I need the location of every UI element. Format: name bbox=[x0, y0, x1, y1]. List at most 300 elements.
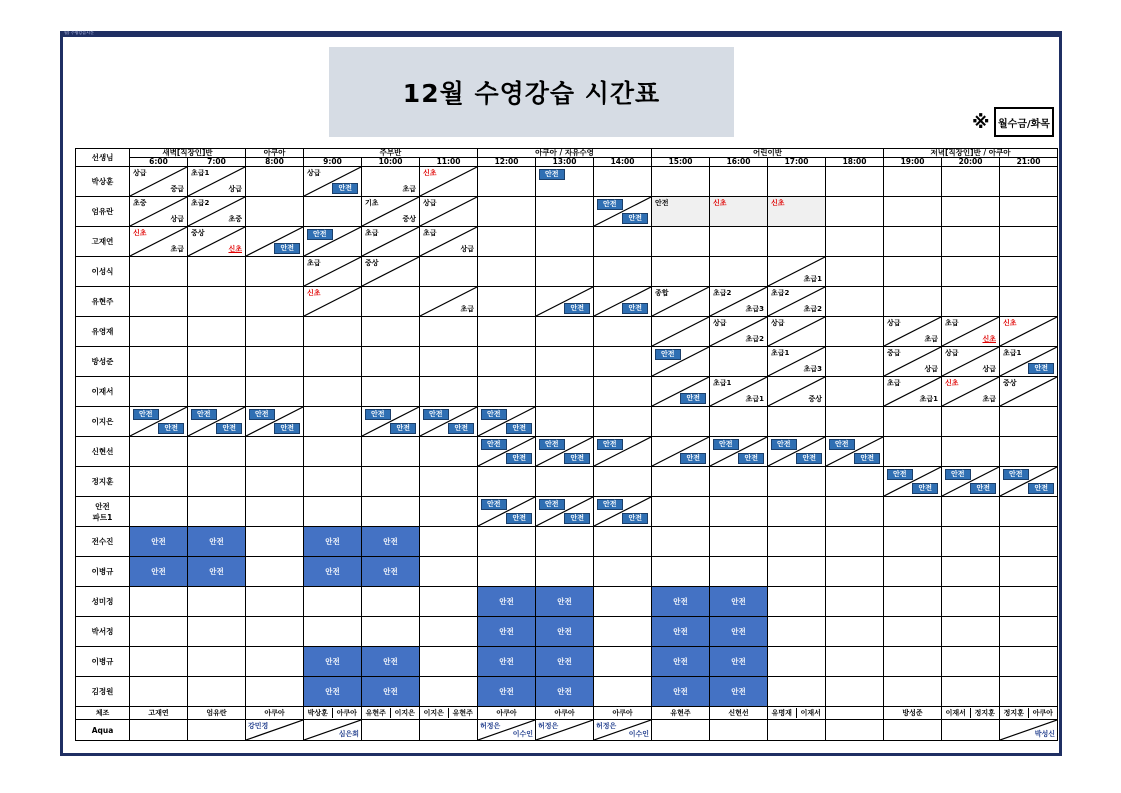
gym-cell[interactable] bbox=[826, 707, 884, 720]
schedule-cell[interactable] bbox=[130, 437, 188, 467]
schedule-cell[interactable] bbox=[304, 287, 362, 317]
schedule-cell[interactable] bbox=[362, 587, 420, 617]
schedule-cell[interactable] bbox=[246, 377, 304, 407]
gym-cell[interactable]: 아쿠아 bbox=[536, 707, 594, 720]
gym-cell[interactable]: 아쿠아 bbox=[594, 707, 652, 720]
aqua-cell[interactable] bbox=[246, 720, 304, 741]
schedule-cell[interactable] bbox=[478, 197, 536, 227]
schedule-cell[interactable] bbox=[362, 377, 420, 407]
schedule-cell[interactable] bbox=[420, 557, 478, 587]
schedule-cell[interactable] bbox=[652, 197, 710, 227]
schedule-cell[interactable] bbox=[826, 587, 884, 617]
gym-cell[interactable]: 신현선 bbox=[710, 707, 768, 720]
schedule-cell[interactable] bbox=[420, 257, 478, 287]
schedule-cell[interactable] bbox=[594, 287, 652, 317]
schedule-cell[interactable] bbox=[536, 287, 594, 317]
schedule-cell[interactable] bbox=[652, 587, 710, 617]
gym-cell[interactable]: 아쿠아 bbox=[246, 707, 304, 720]
schedule-cell[interactable] bbox=[188, 407, 246, 437]
schedule-cell[interactable] bbox=[942, 347, 1000, 377]
schedule-cell[interactable] bbox=[652, 317, 710, 347]
schedule-cell[interactable] bbox=[304, 197, 362, 227]
schedule-cell[interactable] bbox=[304, 227, 362, 257]
schedule-cell[interactable] bbox=[1000, 437, 1058, 467]
schedule-cell[interactable] bbox=[942, 407, 1000, 437]
schedule-cell[interactable] bbox=[884, 227, 942, 257]
schedule-cell[interactable] bbox=[826, 647, 884, 677]
schedule-cell[interactable] bbox=[420, 647, 478, 677]
schedule-cell[interactable] bbox=[536, 617, 594, 647]
schedule-cell[interactable] bbox=[826, 437, 884, 467]
schedule-cell[interactable] bbox=[594, 527, 652, 557]
schedule-cell[interactable] bbox=[362, 167, 420, 197]
schedule-cell[interactable] bbox=[130, 287, 188, 317]
schedule-cell[interactable] bbox=[188, 557, 246, 587]
schedule-cell[interactable] bbox=[826, 557, 884, 587]
schedule-cell[interactable] bbox=[884, 467, 942, 497]
schedule-cell[interactable] bbox=[188, 167, 246, 197]
gym-cell[interactable]: 방성준 bbox=[884, 707, 942, 720]
schedule-cell[interactable] bbox=[768, 677, 826, 707]
schedule-cell[interactable] bbox=[304, 347, 362, 377]
gym-cell[interactable] bbox=[304, 707, 362, 720]
aqua-cell[interactable] bbox=[942, 720, 1000, 741]
schedule-cell[interactable] bbox=[884, 377, 942, 407]
gym-cell[interactable] bbox=[942, 707, 1000, 720]
schedule-cell[interactable] bbox=[130, 467, 188, 497]
schedule-cell[interactable] bbox=[884, 587, 942, 617]
schedule-cell[interactable] bbox=[826, 167, 884, 197]
schedule-cell[interactable] bbox=[594, 557, 652, 587]
schedule-cell[interactable] bbox=[1000, 347, 1058, 377]
schedule-cell[interactable] bbox=[536, 167, 594, 197]
schedule-cell[interactable] bbox=[304, 497, 362, 527]
schedule-cell[interactable] bbox=[710, 617, 768, 647]
schedule-cell[interactable] bbox=[942, 677, 1000, 707]
schedule-cell[interactable] bbox=[304, 527, 362, 557]
schedule-cell[interactable] bbox=[478, 497, 536, 527]
schedule-cell[interactable] bbox=[478, 227, 536, 257]
schedule-cell[interactable] bbox=[826, 197, 884, 227]
schedule-cell[interactable] bbox=[246, 647, 304, 677]
schedule-cell[interactable] bbox=[1000, 167, 1058, 197]
schedule-cell[interactable] bbox=[652, 647, 710, 677]
schedule-cell[interactable] bbox=[536, 347, 594, 377]
schedule-cell[interactable] bbox=[246, 527, 304, 557]
schedule-cell[interactable] bbox=[826, 497, 884, 527]
schedule-cell[interactable] bbox=[768, 197, 826, 227]
schedule-cell[interactable] bbox=[942, 257, 1000, 287]
aqua-cell[interactable] bbox=[768, 720, 826, 741]
schedule-cell[interactable] bbox=[246, 617, 304, 647]
schedule-cell[interactable] bbox=[478, 377, 536, 407]
schedule-cell[interactable] bbox=[130, 527, 188, 557]
schedule-cell[interactable] bbox=[884, 437, 942, 467]
schedule-cell[interactable] bbox=[710, 377, 768, 407]
schedule-cell[interactable] bbox=[420, 347, 478, 377]
schedule-cell[interactable] bbox=[304, 437, 362, 467]
schedule-cell[interactable] bbox=[710, 227, 768, 257]
schedule-cell[interactable] bbox=[478, 347, 536, 377]
gym-cell[interactable] bbox=[420, 707, 478, 720]
schedule-cell[interactable] bbox=[536, 587, 594, 617]
schedule-cell[interactable] bbox=[594, 257, 652, 287]
schedule-cell[interactable] bbox=[1000, 677, 1058, 707]
schedule-cell[interactable] bbox=[130, 257, 188, 287]
schedule-cell[interactable] bbox=[768, 557, 826, 587]
schedule-cell[interactable] bbox=[188, 257, 246, 287]
schedule-cell[interactable] bbox=[536, 467, 594, 497]
schedule-cell[interactable] bbox=[826, 287, 884, 317]
schedule-cell[interactable] bbox=[362, 557, 420, 587]
schedule-cell[interactable] bbox=[304, 377, 362, 407]
schedule-cell[interactable] bbox=[130, 167, 188, 197]
schedule-cell[interactable] bbox=[768, 287, 826, 317]
gym-cell[interactable]: 고재연 bbox=[130, 707, 188, 720]
schedule-cell[interactable] bbox=[536, 227, 594, 257]
schedule-cell[interactable] bbox=[246, 587, 304, 617]
schedule-cell[interactable] bbox=[652, 527, 710, 557]
schedule-cell[interactable] bbox=[942, 647, 1000, 677]
aqua-cell[interactable] bbox=[304, 720, 362, 741]
aqua-cell[interactable] bbox=[478, 720, 536, 741]
schedule-cell[interactable] bbox=[884, 167, 942, 197]
schedule-cell[interactable] bbox=[652, 677, 710, 707]
schedule-cell[interactable] bbox=[478, 557, 536, 587]
schedule-cell[interactable] bbox=[826, 527, 884, 557]
schedule-cell[interactable] bbox=[884, 527, 942, 557]
schedule-cell[interactable] bbox=[478, 437, 536, 467]
schedule-cell[interactable] bbox=[1000, 377, 1058, 407]
schedule-cell[interactable] bbox=[884, 677, 942, 707]
schedule-cell[interactable] bbox=[188, 227, 246, 257]
schedule-cell[interactable] bbox=[362, 647, 420, 677]
schedule-cell[interactable] bbox=[652, 257, 710, 287]
schedule-cell[interactable] bbox=[710, 587, 768, 617]
schedule-cell[interactable] bbox=[420, 197, 478, 227]
schedule-cell[interactable] bbox=[420, 617, 478, 647]
schedule-cell[interactable] bbox=[478, 167, 536, 197]
schedule-cell[interactable] bbox=[188, 617, 246, 647]
schedule-cell[interactable] bbox=[768, 377, 826, 407]
schedule-cell[interactable] bbox=[478, 467, 536, 497]
schedule-cell[interactable] bbox=[594, 647, 652, 677]
schedule-cell[interactable] bbox=[710, 527, 768, 557]
schedule-cell[interactable] bbox=[362, 617, 420, 647]
schedule-cell[interactable] bbox=[304, 467, 362, 497]
schedule-cell[interactable] bbox=[826, 617, 884, 647]
schedule-cell[interactable] bbox=[710, 287, 768, 317]
schedule-cell[interactable] bbox=[246, 197, 304, 227]
schedule-cell[interactable] bbox=[536, 557, 594, 587]
schedule-cell[interactable] bbox=[362, 527, 420, 557]
schedule-cell[interactable] bbox=[942, 587, 1000, 617]
schedule-cell[interactable] bbox=[942, 377, 1000, 407]
schedule-cell[interactable] bbox=[594, 437, 652, 467]
schedule-cell[interactable] bbox=[304, 677, 362, 707]
schedule-cell[interactable] bbox=[652, 377, 710, 407]
schedule-cell[interactable] bbox=[768, 617, 826, 647]
schedule-cell[interactable] bbox=[188, 437, 246, 467]
aqua-cell[interactable] bbox=[362, 720, 420, 741]
aqua-cell[interactable] bbox=[1000, 720, 1058, 741]
gym-cell[interactable] bbox=[362, 707, 420, 720]
schedule-cell[interactable] bbox=[420, 467, 478, 497]
schedule-cell[interactable] bbox=[362, 317, 420, 347]
schedule-cell[interactable] bbox=[536, 197, 594, 227]
schedule-cell[interactable] bbox=[536, 257, 594, 287]
schedule-cell[interactable] bbox=[942, 197, 1000, 227]
schedule-cell[interactable] bbox=[594, 377, 652, 407]
schedule-cell[interactable] bbox=[304, 617, 362, 647]
schedule-cell[interactable] bbox=[478, 317, 536, 347]
schedule-cell[interactable] bbox=[130, 587, 188, 617]
schedule-cell[interactable] bbox=[594, 167, 652, 197]
schedule-cell[interactable] bbox=[768, 647, 826, 677]
schedule-cell[interactable] bbox=[536, 527, 594, 557]
schedule-cell[interactable] bbox=[188, 677, 246, 707]
schedule-cell[interactable] bbox=[130, 647, 188, 677]
schedule-cell[interactable] bbox=[246, 677, 304, 707]
schedule-cell[interactable] bbox=[246, 287, 304, 317]
schedule-cell[interactable] bbox=[130, 347, 188, 377]
schedule-cell[interactable] bbox=[1000, 317, 1058, 347]
schedule-cell[interactable] bbox=[652, 347, 710, 377]
schedule-cell[interactable] bbox=[478, 407, 536, 437]
schedule-cell[interactable] bbox=[478, 647, 536, 677]
schedule-cell[interactable] bbox=[478, 677, 536, 707]
schedule-cell[interactable] bbox=[652, 287, 710, 317]
schedule-cell[interactable] bbox=[188, 197, 246, 227]
schedule-cell[interactable] bbox=[594, 467, 652, 497]
schedule-cell[interactable] bbox=[362, 287, 420, 317]
aqua-cell[interactable] bbox=[826, 720, 884, 741]
schedule-cell[interactable] bbox=[188, 647, 246, 677]
schedule-cell[interactable] bbox=[1000, 527, 1058, 557]
schedule-cell[interactable] bbox=[362, 227, 420, 257]
schedule-cell[interactable] bbox=[884, 557, 942, 587]
schedule-cell[interactable] bbox=[768, 527, 826, 557]
schedule-cell[interactable] bbox=[884, 197, 942, 227]
gym-cell[interactable]: 유현주 bbox=[652, 707, 710, 720]
schedule-cell[interactable] bbox=[478, 587, 536, 617]
schedule-cell[interactable] bbox=[768, 587, 826, 617]
schedule-cell[interactable] bbox=[536, 497, 594, 527]
schedule-cell[interactable] bbox=[594, 617, 652, 647]
schedule-cell[interactable] bbox=[652, 167, 710, 197]
schedule-cell[interactable] bbox=[304, 647, 362, 677]
schedule-cell[interactable] bbox=[188, 377, 246, 407]
schedule-cell[interactable] bbox=[1000, 647, 1058, 677]
aqua-cell[interactable] bbox=[536, 720, 594, 741]
schedule-cell[interactable] bbox=[1000, 407, 1058, 437]
schedule-cell[interactable] bbox=[246, 347, 304, 377]
schedule-cell[interactable] bbox=[536, 677, 594, 707]
schedule-cell[interactable] bbox=[130, 407, 188, 437]
schedule-cell[interactable] bbox=[826, 317, 884, 347]
schedule-cell[interactable] bbox=[942, 467, 1000, 497]
schedule-cell[interactable] bbox=[536, 647, 594, 677]
schedule-cell[interactable] bbox=[710, 647, 768, 677]
schedule-cell[interactable] bbox=[188, 467, 246, 497]
schedule-cell[interactable] bbox=[710, 557, 768, 587]
schedule-cell[interactable] bbox=[536, 437, 594, 467]
schedule-cell[interactable] bbox=[362, 407, 420, 437]
schedule-cell[interactable] bbox=[130, 197, 188, 227]
schedule-cell[interactable] bbox=[594, 497, 652, 527]
schedule-cell[interactable] bbox=[826, 347, 884, 377]
gym-cell[interactable] bbox=[768, 707, 826, 720]
schedule-cell[interactable] bbox=[362, 257, 420, 287]
schedule-cell[interactable] bbox=[942, 227, 1000, 257]
schedule-cell[interactable] bbox=[420, 587, 478, 617]
schedule-cell[interactable] bbox=[884, 497, 942, 527]
schedule-cell[interactable] bbox=[942, 437, 1000, 467]
schedule-cell[interactable] bbox=[884, 617, 942, 647]
schedule-cell[interactable] bbox=[188, 497, 246, 527]
schedule-cell[interactable] bbox=[246, 257, 304, 287]
schedule-cell[interactable] bbox=[130, 317, 188, 347]
schedule-cell[interactable] bbox=[246, 407, 304, 437]
schedule-cell[interactable] bbox=[594, 587, 652, 617]
schedule-cell[interactable] bbox=[188, 287, 246, 317]
schedule-cell[interactable] bbox=[942, 527, 1000, 557]
schedule-cell[interactable] bbox=[304, 257, 362, 287]
schedule-cell[interactable] bbox=[710, 467, 768, 497]
schedule-cell[interactable] bbox=[768, 437, 826, 467]
schedule-cell[interactable] bbox=[420, 407, 478, 437]
schedule-cell[interactable] bbox=[710, 347, 768, 377]
schedule-cell[interactable] bbox=[826, 377, 884, 407]
schedule-cell[interactable] bbox=[478, 287, 536, 317]
schedule-cell[interactable] bbox=[246, 317, 304, 347]
schedule-cell[interactable] bbox=[420, 677, 478, 707]
aqua-cell[interactable] bbox=[594, 720, 652, 741]
schedule-cell[interactable] bbox=[420, 527, 478, 557]
schedule-cell[interactable] bbox=[362, 677, 420, 707]
schedule-cell[interactable] bbox=[710, 167, 768, 197]
schedule-cell[interactable] bbox=[478, 617, 536, 647]
gym-cell[interactable] bbox=[1000, 707, 1058, 720]
schedule-cell[interactable] bbox=[768, 407, 826, 437]
schedule-cell[interactable] bbox=[826, 677, 884, 707]
gym-cell[interactable]: 엄유란 bbox=[188, 707, 246, 720]
schedule-cell[interactable] bbox=[362, 467, 420, 497]
schedule-cell[interactable] bbox=[1000, 587, 1058, 617]
schedule-cell[interactable] bbox=[594, 227, 652, 257]
schedule-cell[interactable] bbox=[826, 467, 884, 497]
schedule-cell[interactable] bbox=[594, 407, 652, 437]
aqua-cell[interactable] bbox=[884, 720, 942, 741]
schedule-cell[interactable] bbox=[826, 227, 884, 257]
schedule-cell[interactable] bbox=[942, 557, 1000, 587]
schedule-cell[interactable] bbox=[246, 437, 304, 467]
schedule-cell[interactable] bbox=[188, 347, 246, 377]
schedule-cell[interactable] bbox=[420, 287, 478, 317]
schedule-cell[interactable] bbox=[826, 407, 884, 437]
schedule-cell[interactable] bbox=[304, 557, 362, 587]
schedule-cell[interactable] bbox=[362, 437, 420, 467]
schedule-cell[interactable] bbox=[1000, 467, 1058, 497]
schedule-cell[interactable] bbox=[884, 317, 942, 347]
aqua-cell[interactable] bbox=[188, 720, 246, 741]
schedule-cell[interactable] bbox=[652, 227, 710, 257]
schedule-cell[interactable] bbox=[130, 227, 188, 257]
schedule-cell[interactable] bbox=[1000, 227, 1058, 257]
schedule-cell[interactable] bbox=[710, 317, 768, 347]
schedule-cell[interactable] bbox=[304, 167, 362, 197]
schedule-cell[interactable] bbox=[768, 317, 826, 347]
schedule-cell[interactable] bbox=[942, 167, 1000, 197]
schedule-cell[interactable] bbox=[826, 257, 884, 287]
schedule-cell[interactable] bbox=[188, 317, 246, 347]
schedule-cell[interactable] bbox=[130, 557, 188, 587]
schedule-cell[interactable] bbox=[362, 347, 420, 377]
schedule-cell[interactable] bbox=[942, 287, 1000, 317]
schedule-cell[interactable] bbox=[768, 347, 826, 377]
schedule-cell[interactable] bbox=[1000, 197, 1058, 227]
schedule-cell[interactable] bbox=[304, 407, 362, 437]
schedule-cell[interactable] bbox=[420, 317, 478, 347]
schedule-cell[interactable] bbox=[710, 497, 768, 527]
schedule-cell[interactable] bbox=[652, 617, 710, 647]
schedule-cell[interactable] bbox=[884, 647, 942, 677]
schedule-cell[interactable] bbox=[246, 227, 304, 257]
schedule-cell[interactable] bbox=[478, 257, 536, 287]
schedule-cell[interactable] bbox=[1000, 617, 1058, 647]
schedule-cell[interactable] bbox=[594, 197, 652, 227]
gym-cell[interactable]: 아쿠아 bbox=[478, 707, 536, 720]
schedule-cell[interactable] bbox=[652, 497, 710, 527]
schedule-cell[interactable] bbox=[710, 197, 768, 227]
aqua-cell[interactable] bbox=[710, 720, 768, 741]
schedule-cell[interactable] bbox=[362, 197, 420, 227]
schedule-cell[interactable] bbox=[710, 677, 768, 707]
schedule-cell[interactable] bbox=[304, 587, 362, 617]
schedule-cell[interactable] bbox=[942, 617, 1000, 647]
schedule-cell[interactable] bbox=[652, 437, 710, 467]
schedule-cell[interactable] bbox=[246, 557, 304, 587]
schedule-cell[interactable] bbox=[246, 467, 304, 497]
schedule-cell[interactable] bbox=[420, 167, 478, 197]
schedule-cell[interactable] bbox=[768, 497, 826, 527]
schedule-cell[interactable] bbox=[1000, 287, 1058, 317]
schedule-cell[interactable] bbox=[420, 227, 478, 257]
schedule-cell[interactable] bbox=[362, 497, 420, 527]
schedule-cell[interactable] bbox=[710, 437, 768, 467]
schedule-cell[interactable] bbox=[1000, 257, 1058, 287]
aqua-cell[interactable] bbox=[130, 720, 188, 741]
schedule-cell[interactable] bbox=[536, 407, 594, 437]
schedule-cell[interactable] bbox=[942, 317, 1000, 347]
schedule-cell[interactable] bbox=[652, 467, 710, 497]
schedule-cell[interactable] bbox=[188, 587, 246, 617]
schedule-cell[interactable] bbox=[420, 437, 478, 467]
schedule-cell[interactable] bbox=[884, 347, 942, 377]
schedule-cell[interactable] bbox=[594, 347, 652, 377]
schedule-cell[interactable] bbox=[130, 377, 188, 407]
schedule-cell[interactable] bbox=[652, 407, 710, 437]
schedule-cell[interactable] bbox=[246, 497, 304, 527]
schedule-cell[interactable] bbox=[478, 527, 536, 557]
schedule-cell[interactable] bbox=[1000, 497, 1058, 527]
schedule-cell[interactable] bbox=[768, 257, 826, 287]
schedule-cell[interactable] bbox=[130, 677, 188, 707]
schedule-cell[interactable] bbox=[130, 497, 188, 527]
schedule-cell[interactable] bbox=[768, 167, 826, 197]
aqua-cell[interactable] bbox=[652, 720, 710, 741]
schedule-cell[interactable] bbox=[246, 167, 304, 197]
